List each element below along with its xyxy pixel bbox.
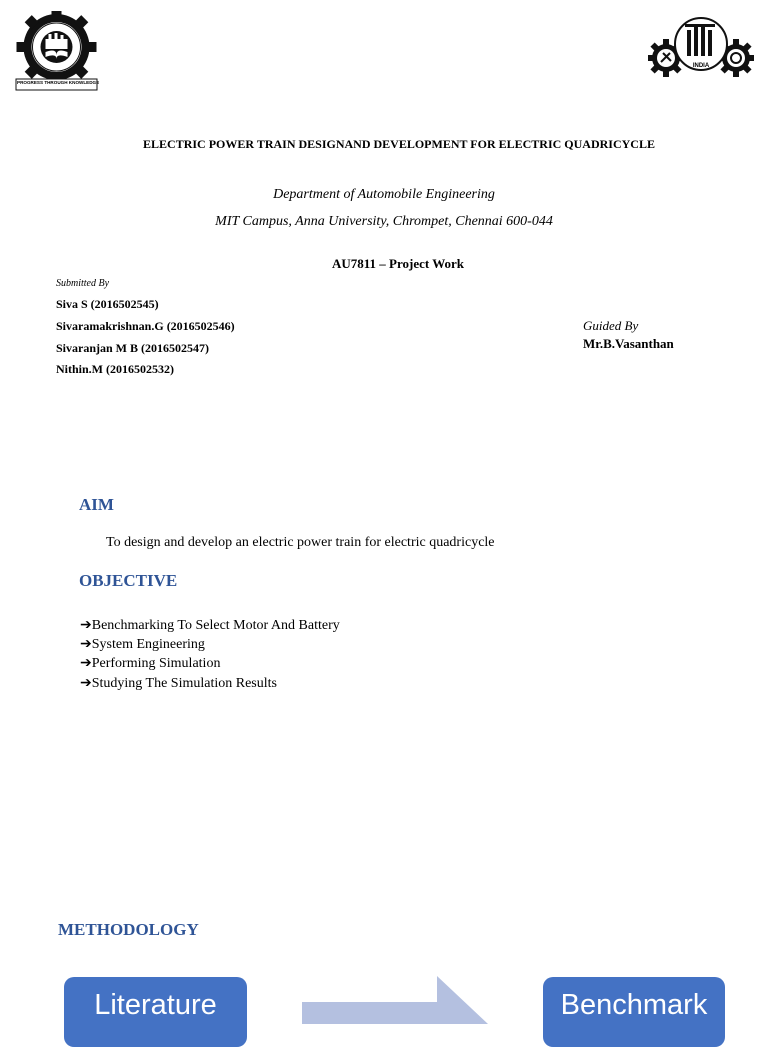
mit-logo-country: INDIA	[692, 63, 710, 69]
methodology-step-literature: Literature	[64, 977, 247, 1047]
methodology-heading: METHODOLOGY	[58, 920, 199, 939]
mit-logo	[648, 10, 754, 80]
team-member: Siva S (2016502545)	[56, 297, 159, 311]
methodology-step-benchmark: Benchmark	[543, 977, 725, 1047]
campus-address: MIT Campus, Anna University, Chrompet, Chennai 600-044	[215, 214, 553, 229]
guided-by-label: Guided By	[583, 318, 639, 333]
flow-arrow-icon	[302, 976, 488, 1024]
objective-item: ➔Studying The Simulation Results	[80, 676, 277, 691]
team-member: Sivaranjan M B (2016502547)	[56, 341, 209, 355]
project-title: ELECTRIC POWER TRAIN DESIGNAND DEVELOPMENT FOR ELECTRIC QUADRICYCLE	[143, 137, 655, 151]
objective-item: ➔Performing Simulation	[80, 656, 221, 671]
submitted-by-label: Submitted By	[56, 278, 110, 289]
aim-heading: AIM	[79, 495, 114, 514]
department: Department of Automobile Engineering	[273, 187, 495, 202]
team-member: Sivaramakrishnan.G (2016502546)	[56, 319, 235, 333]
anna-university-logo	[15, 11, 98, 91]
team-member: Nithin.M (2016502532)	[56, 362, 174, 376]
objective-item: ➔Benchmarking To Select Motor And Battery	[80, 618, 340, 633]
anna-university-motto: PROGRESS THROUGH KNOWLEDGE	[17, 80, 100, 85]
objective-heading: OBJECTIVE	[79, 571, 178, 590]
aim-text: To design and develop an electric power train for electric quadricycle	[106, 535, 495, 550]
course-name: AU7811 – Project Work	[331, 256, 465, 271]
objective-item: ➔System Engineering	[80, 637, 205, 652]
guide-name: Mr.B.Vasanthan	[583, 336, 674, 351]
